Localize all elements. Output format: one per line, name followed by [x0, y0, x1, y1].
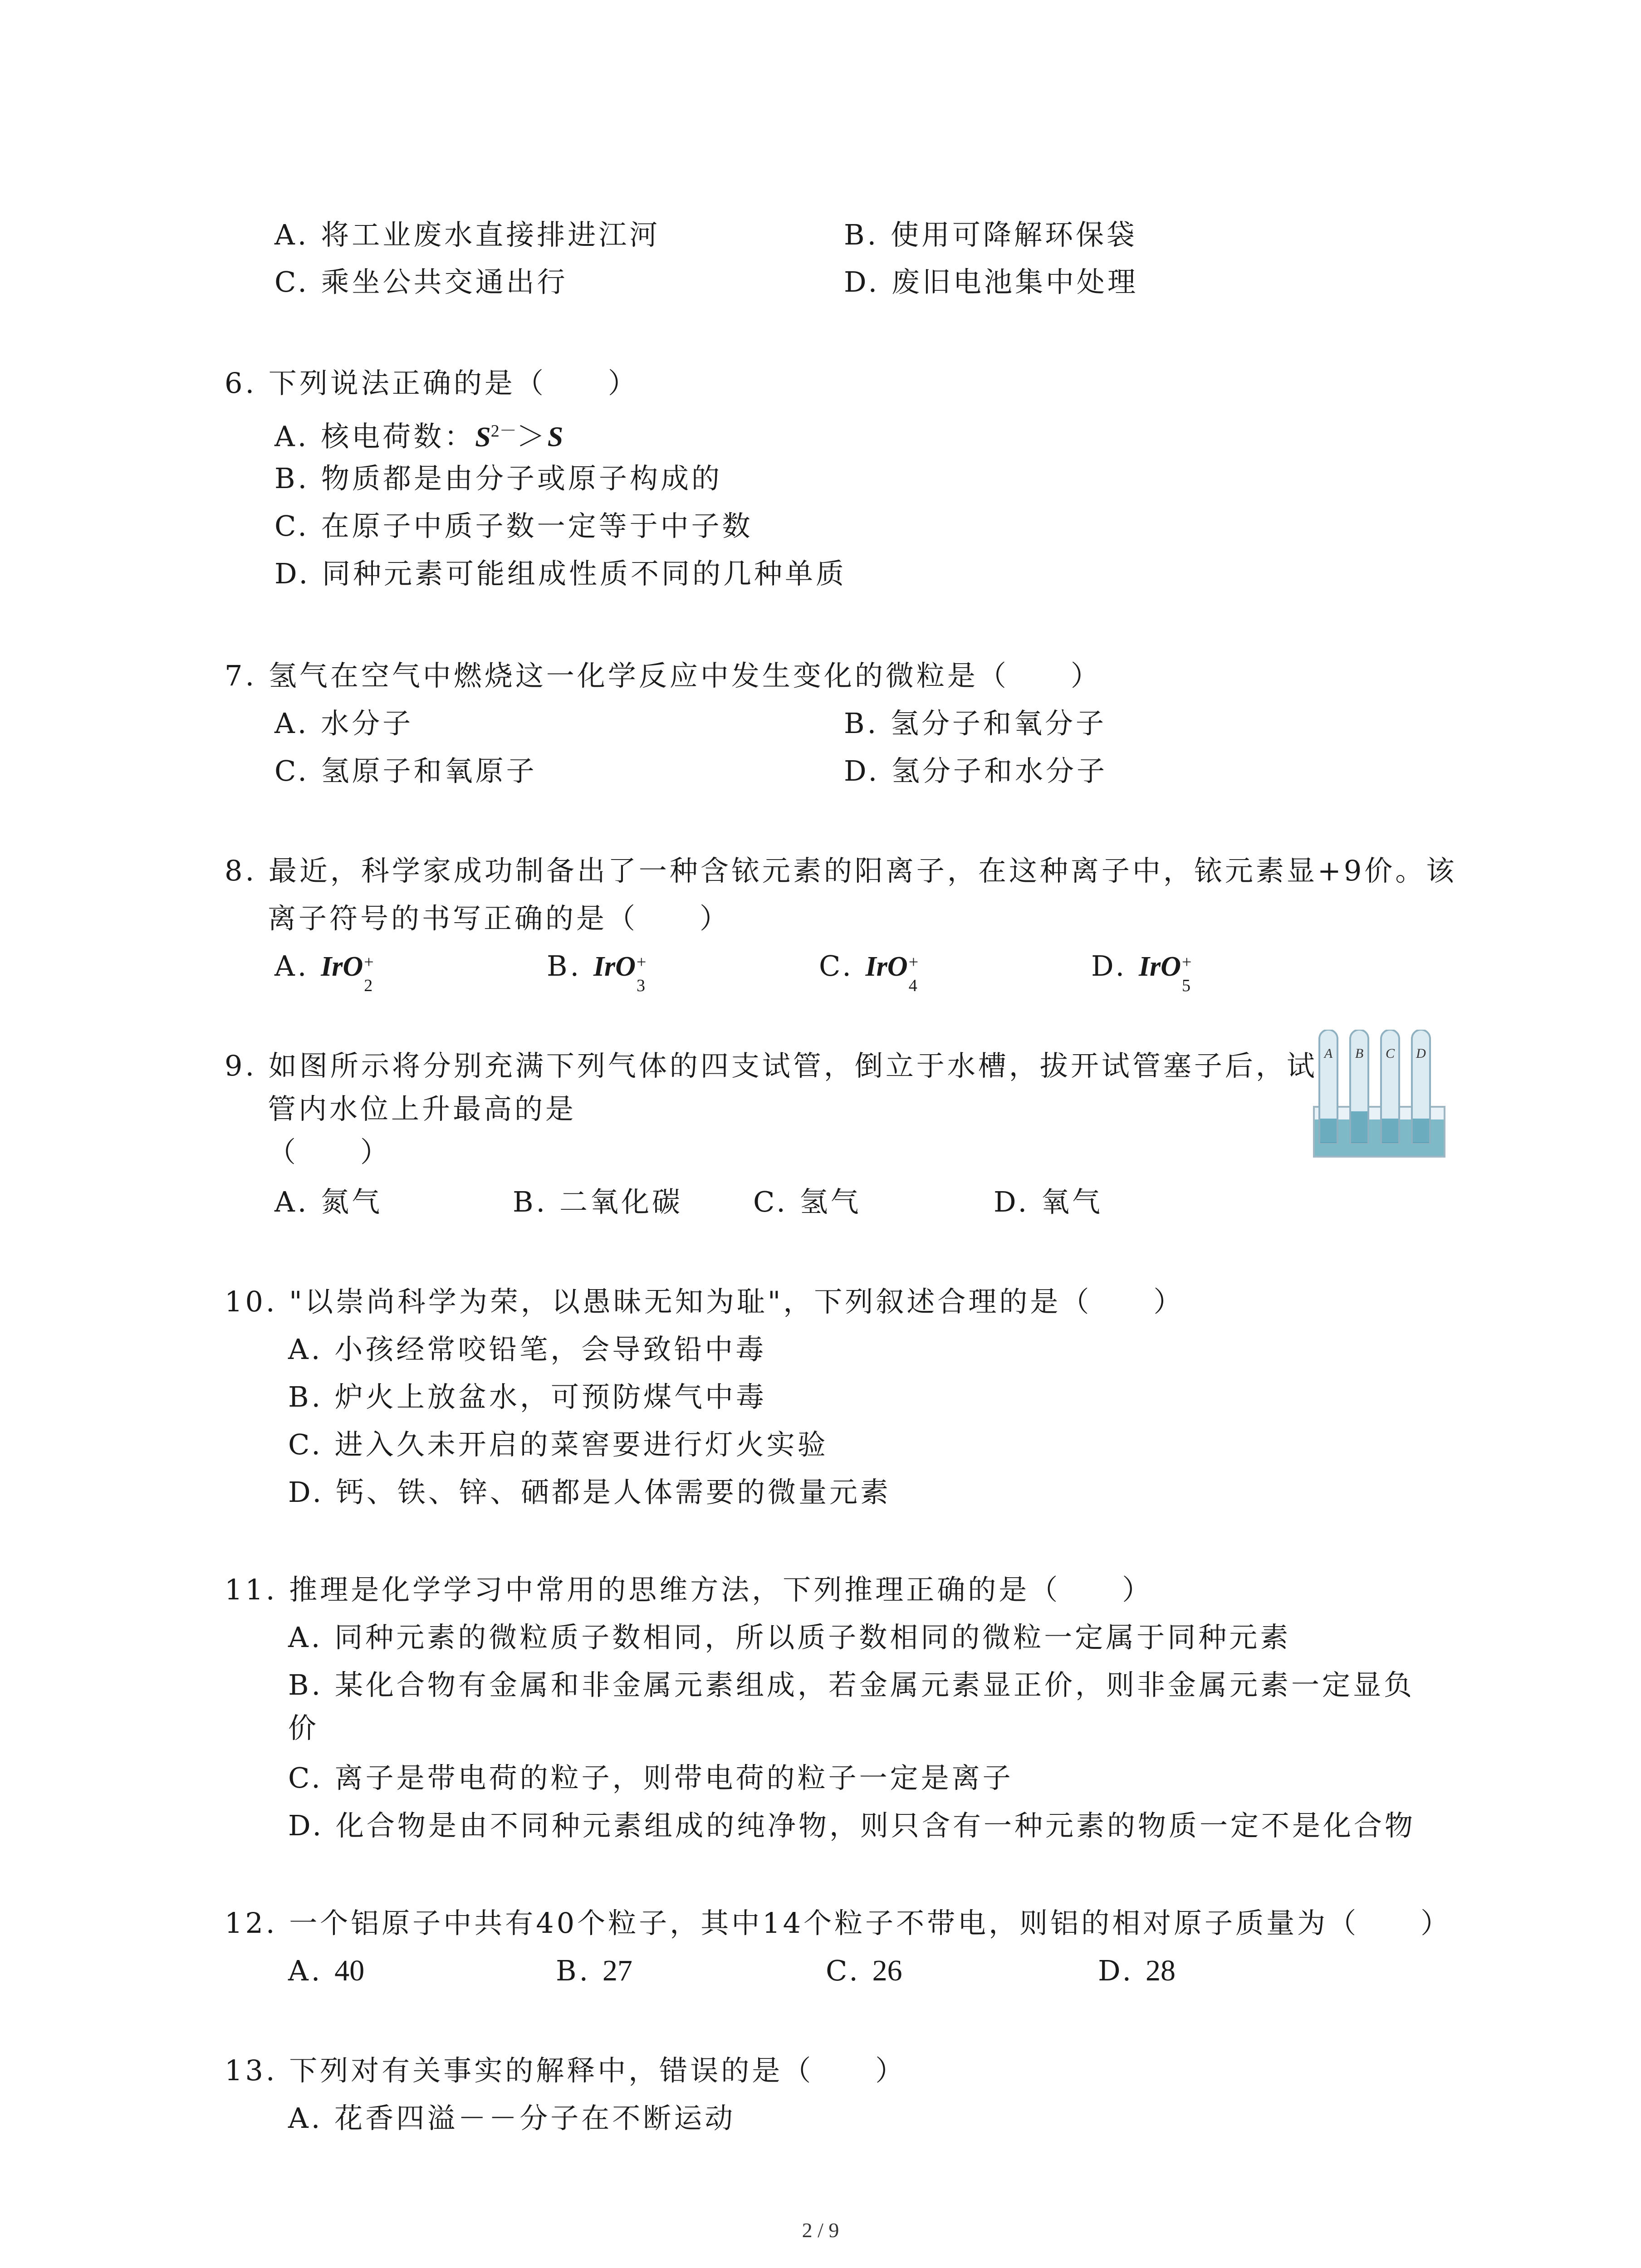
q10-stem: 10. "以崇尚科学为荣，以愚昧无知为耻"，下列叙述合理的是（ ） — [225, 1285, 1185, 1318]
q10-option-c: C. 进入久未开启的菜窖要进行灯火实验 — [288, 1428, 828, 1461]
q11-option-d: D. 化合物是由不同种元素组成的纯净物，则只含有一种元素的物质一定不是化合物 — [288, 1809, 1416, 1842]
q12-stem: 12. 一个铝原子中共有40个粒子，其中14个粒子不带电，则铝的相对原子质量为（ ） — [225, 1906, 1452, 1940]
q11-option-b-cont: 价 — [288, 1711, 319, 1745]
tube-label-b: B — [1355, 1046, 1364, 1061]
q5-option-a: A. 将工业废水直接排进江河 — [274, 218, 661, 251]
q13-option-a: A. 花香四溢－－分子在不断运动 — [288, 2102, 736, 2135]
q10-option-a: A. 小孩经常咬铅笔，会导致铅中毒 — [288, 1333, 767, 1366]
q7-option-b: B. 氢分子和氧分子 — [844, 707, 1107, 740]
q9-stem-line3: （ ） — [268, 1135, 392, 1168]
q9-option-a: A. 氮气 — [274, 1185, 383, 1218]
tube-label-a: A — [1324, 1046, 1333, 1061]
q11-option-b: B. 某化合物有金属和非金属元素组成，若金属元素显正价，则非金属元素一定显负 — [288, 1668, 1415, 1701]
q8-option-d: D. IrO + 5 — [1091, 949, 1192, 995]
q11-stem: 11. 推理是化学学习中常用的思维方法，下列推理正确的是（ ） — [225, 1573, 1153, 1606]
q9-option-b: B. 二氧化碳 — [513, 1185, 683, 1218]
q5-option-c: C. 乘坐公共交通出行 — [274, 265, 568, 298]
q8-option-c: C. IrO + 4 — [819, 949, 919, 995]
q12-option-a: A. 40 — [288, 1954, 365, 1987]
q12-option-c: C. 26 — [826, 1954, 902, 1987]
q9-stem-line2: 管内水位上升最高的是 — [268, 1092, 577, 1125]
q5-option-b: B. 使用可降解环保袋 — [844, 218, 1138, 251]
q6-stem: 6. 下列说法正确的是（ ） — [225, 367, 639, 400]
q6-option-c: C. 在原子中质子数一定等于中子数 — [274, 509, 753, 543]
q7-option-a: A. 水分子 — [274, 707, 414, 740]
q8-option-a: A. IrO + 2 — [274, 949, 374, 995]
q7-option-d: D. 氢分子和水分子 — [844, 754, 1107, 787]
q11-option-c: C. 离子是带电荷的粒子，则带电荷的粒子一定是离子 — [288, 1761, 1014, 1794]
q7-option-c: C. 氢原子和氧原子 — [274, 754, 537, 787]
q10-option-d: D. 钙、铁、锌、硒都是人体需要的微量元素 — [288, 1476, 891, 1509]
q5-option-d: D. 废旧电池集中处理 — [844, 265, 1138, 298]
tube-label-c: C — [1385, 1046, 1395, 1061]
q7-stem: 7. 氢气在空气中燃烧这一化学反应中发生变化的微粒是（ ） — [225, 659, 1102, 692]
q8-option-b: B. IrO + 3 — [547, 949, 647, 995]
q8-stem-line2: 离子符号的书写正确的是（ ） — [268, 902, 731, 935]
page-number: 2 / 9 — [802, 2219, 839, 2242]
tube-label-d: D — [1416, 1046, 1426, 1061]
q9-stem-line1: 9. 如图所示将分别充满下列气体的四支试管，倒立于水槽，拔开试管塞子后，试 — [225, 1049, 1318, 1082]
test-tubes-figure — [1311, 1030, 1447, 1161]
q10-option-b: B. 炉火上放盆水，可预防煤气中毒 — [288, 1380, 767, 1413]
q6-formula: $S^{2-}$ — [475, 421, 517, 453]
q12-option-b: B. 27 — [556, 1954, 632, 1987]
q6-option-a: A. 核电荷数：$S^{2-}>S$ — [274, 420, 563, 453]
q12-option-d: D. 28 — [1098, 1954, 1176, 1987]
q8-stem-line1: 8. 最近，科学家成功制备出了一种含铱元素的阳离子，在这种离子中，铱元素显+9价。该 — [225, 854, 1457, 887]
q9-option-d: D. 氧气 — [994, 1185, 1103, 1218]
q9-option-c: C. 氢气 — [753, 1185, 862, 1218]
q6-option-d: D. 同种元素可能组成性质不同的几种单质 — [274, 557, 847, 590]
q11-option-a: A. 同种元素的微粒质子数相同，所以质子数相同的微粒一定属于同种元素 — [288, 1621, 1291, 1654]
q13-stem: 13. 下列对有关事实的解释中，错误的是（ ） — [225, 2054, 906, 2087]
q6-option-b: B. 物质都是由分子或原子构成的 — [274, 462, 723, 495]
